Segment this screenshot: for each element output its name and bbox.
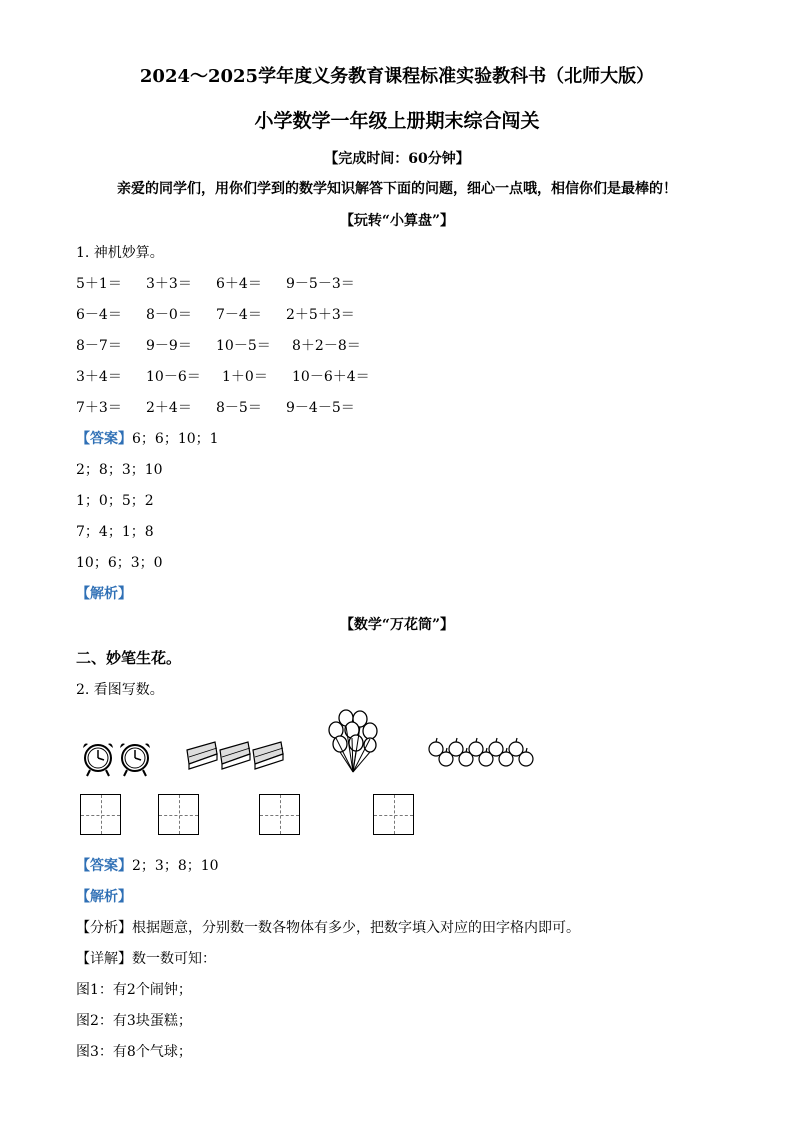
tianzige-answer-box[interactable] [80, 794, 121, 835]
equation: 8－5＝ [216, 400, 262, 416]
equation: 10－5＝ [216, 338, 271, 354]
equation: 6＋4＝ [216, 276, 262, 292]
equation: 9－9＝ [146, 338, 192, 354]
section2-heading: 【数学“万花筒”】 [339, 617, 455, 633]
equation: 2＋4＝ [146, 400, 192, 416]
answer-line: 10；6；3；0 [76, 555, 163, 571]
analysis-tag: 【解析】 [76, 586, 132, 602]
answer-line: 2；8；3；10 [76, 462, 163, 478]
equation: 1＋0＝ [222, 369, 268, 385]
answer-tag: 【答案】 [76, 858, 132, 874]
part-two-title: 二、妙笔生花。 [76, 649, 182, 667]
cake-slice-icon [253, 742, 283, 769]
equation: 9－4－5＝ [286, 400, 355, 416]
tianzige-answer-box[interactable] [373, 794, 414, 835]
xiangjie-text: 数一数可知： [132, 951, 216, 967]
xiangjie-line [76, 948, 216, 968]
tianzige-answer-box[interactable] [158, 794, 199, 835]
alarm-clock-icon [120, 744, 150, 777]
balloon-icon [364, 738, 376, 752]
balloon-icon [333, 736, 347, 752]
detail-line: 图3：有8个气球； [76, 1044, 192, 1060]
detail-line: 图1：有2个闹钟； [76, 982, 192, 998]
alarm-clock-group [80, 738, 155, 778]
section1-heading: 【玩转“小算盘”】 [339, 213, 455, 229]
title-line-2: 小学数学一年级上册期末综合闯关 [254, 110, 540, 132]
answer-block-2 [76, 855, 219, 875]
equation: 8＋2－8＝ [292, 338, 361, 354]
question-1-title: 1. 神机妙算。 [76, 245, 164, 261]
alarm-clock-icon [83, 744, 113, 777]
equation: 10－6＋4＝ [292, 369, 370, 385]
analysis-tag: 【解析】 [76, 889, 132, 905]
equation: 2＋5＋3＝ [286, 307, 355, 323]
time-note: 【完成时间：60分钟】 [324, 151, 470, 167]
equation: 6－4＝ [76, 307, 122, 323]
apple-icon [509, 738, 523, 756]
cake-slice-icon [187, 742, 217, 769]
equation: 3＋3＝ [146, 276, 192, 292]
answer-tag: 【答案】 [76, 431, 132, 447]
answer-line: 2；3；8；10 [132, 858, 219, 874]
apple-icon [489, 738, 503, 756]
equation: 8－7＝ [76, 338, 122, 354]
equation: 10－6＝ [146, 369, 201, 385]
apple-icon [429, 738, 443, 756]
xiangjie-tag: 【详解】 [76, 951, 132, 967]
equation: 9－5－3＝ [286, 276, 355, 292]
equation: 7＋3＝ [76, 400, 122, 416]
equation: 3＋4＝ [76, 369, 122, 385]
tianzige-answer-box[interactable] [259, 794, 300, 835]
apple-icon [469, 738, 483, 756]
equation: 8－0＝ [146, 307, 192, 323]
question-2-title: 2. 看图写数。 [76, 682, 164, 698]
detail-line: 图2：有3块蛋糕； [76, 1013, 192, 1029]
fenxi-tag: 【分析】 [76, 920, 132, 936]
balloon-bunch [328, 710, 380, 776]
fenxi-line [76, 917, 580, 937]
fenxi-text: 根据题意，分别数一数各物体有多少，把数字填入对应的田字格内即可。 [132, 920, 580, 936]
apple-group [428, 737, 534, 769]
cake-slice-group [185, 740, 285, 770]
balloon-icon [349, 735, 363, 751]
equation: 5＋1＝ [76, 276, 122, 292]
answer-block-1 [76, 428, 219, 448]
answer-line: 7；4；1；8 [76, 524, 154, 540]
answer-line: 6；6；10；1 [132, 431, 219, 447]
title-line-1: 2024～2025学年度义务教育课程标准实验教科书（北师大版） [139, 66, 655, 87]
equation: 7－4＝ [216, 307, 262, 323]
apple-icon [449, 738, 463, 756]
cake-slice-icon [220, 742, 250, 769]
balloon-icon [363, 723, 377, 739]
answer-line: 1；0；5；2 [76, 493, 154, 509]
intro-text: 亲爱的同学们，用你们学到的数学知识解答下面的问题，细心一点哦，相信你们是最棒的！ [117, 181, 677, 197]
